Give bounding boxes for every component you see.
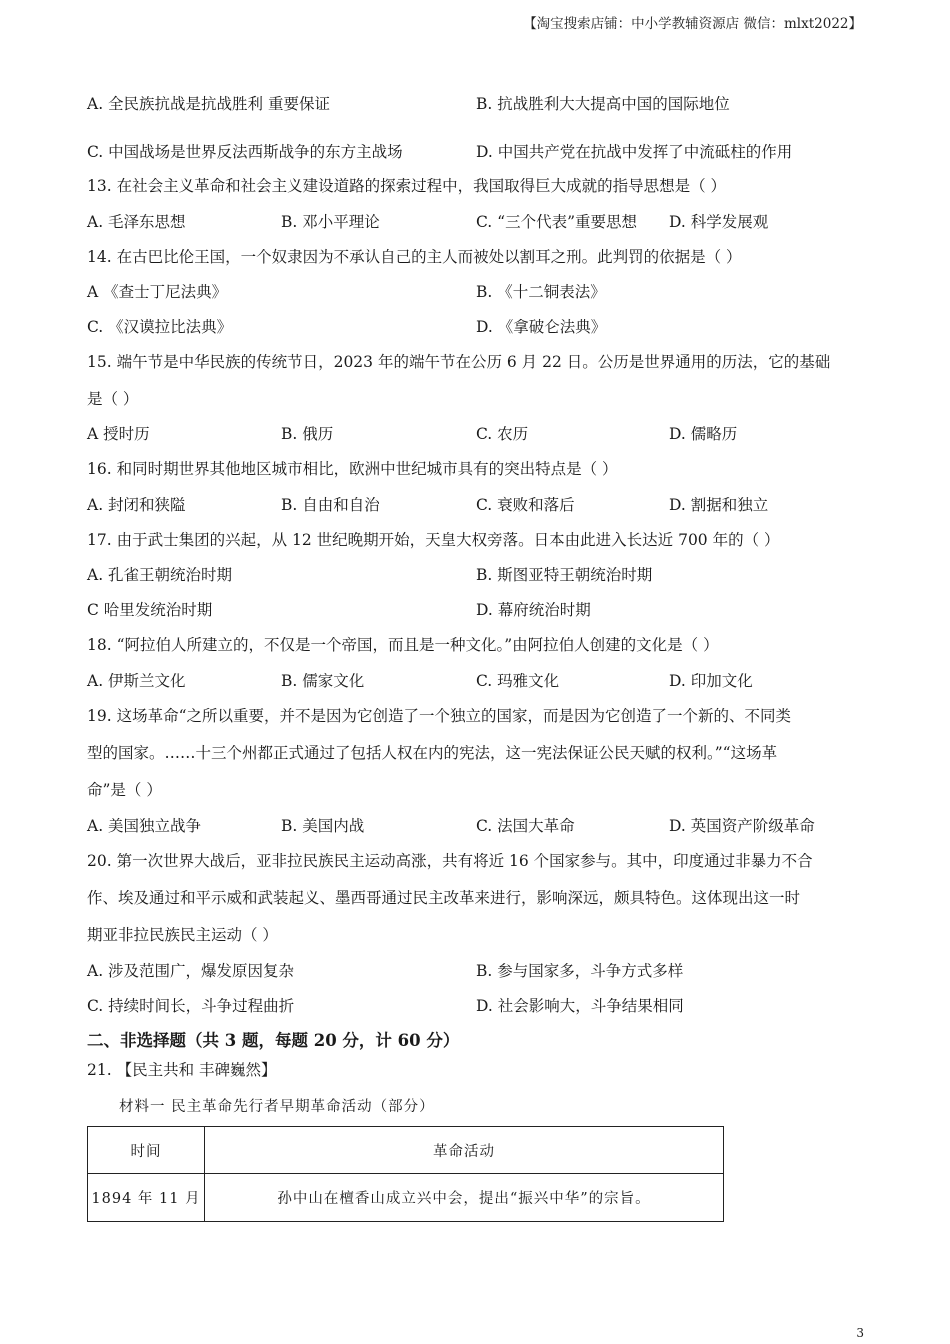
q14-option-c: C. 《汉谟拉比法典》 — [87, 318, 233, 336]
q14-option-a: A 《查士丁尼法典》 — [87, 283, 228, 301]
q19-stem-line2: 型的国家。……十三个州都正式通过了包括人权在内的宪法，这一宪法保证公民天赋的权利。”“这场革 — [87, 744, 778, 762]
q13-option-a: A. 毛泽东思想 — [87, 213, 186, 231]
table-header-activity: 革命活动 — [205, 1127, 724, 1174]
q15-option-c: C. 农历 — [476, 425, 529, 443]
q15-stem-line1: 15. 端午节是中华民族的传统节日，2023 年的端午节在公历 6 月 22 日。公历是世界通用的历法，它的基础 — [87, 353, 831, 371]
q12-option-c: C. 中国战场是世界反法西斯战争的东方主战场 — [87, 143, 403, 161]
q13-option-b: B. 邓小平理论 — [281, 213, 380, 231]
table-cell-time: 1894 年 11 月 — [88, 1174, 205, 1222]
q20-stem-line1: 20. 第一次世界大战后，亚非拉民族民主运动高涨，共有将近 16 个国家参与。其中，印度通过非暴力不合 — [87, 852, 813, 870]
q18-option-a: A. 伊斯兰文化 — [87, 672, 186, 690]
q17-option-a: A. 孔雀王朝统治时期 — [87, 566, 233, 584]
q19-option-a: A. 美国独立战争 — [87, 817, 202, 835]
q20-stem-line2: 作、埃及通过和平示威和武装起义、墨西哥通过民主改革来进行，影响深远，颇具特色。这体现出这一时 — [87, 889, 801, 907]
q20-option-b: B. 参与国家多，斗争方式多样 — [476, 962, 684, 980]
q18-option-d: D. 印加文化 — [669, 672, 753, 690]
q20-option-d: D. 社会影响大，斗争结果相同 — [476, 997, 684, 1015]
q16-option-c: C. 衰败和落后 — [476, 496, 575, 514]
header-note: 【淘宝搜索店铺：中小学教辅资源店 微信：mlxt2022】 — [523, 16, 862, 32]
q16-option-a: A. 封闭和狭隘 — [87, 496, 186, 514]
q19-stem-line3: 命”是（ ） — [87, 781, 162, 799]
q15-option-d: D. 儒略历 — [669, 425, 738, 443]
q20-option-a: A. 涉及范围广，爆发原因复杂 — [87, 962, 295, 980]
table-header-row — [88, 1127, 724, 1174]
q20-stem-line3: 期亚非拉民族民主运动（ ） — [87, 926, 278, 944]
q18-option-b: B. 儒家文化 — [281, 672, 365, 690]
q13-option-c: C. “三个代表”重要思想 — [476, 213, 638, 231]
q14-stem: 14. 在古巴比伦王国，一个奴隶因为不承认自己的主人而被处以割耳之刑。此判罚的依据是（ ） — [87, 248, 742, 266]
table-cell-activity: 孙中山在檀香山成立兴中会，提出“振兴中华”的宗旨。 — [205, 1174, 724, 1222]
q12-option-b: B. 抗战胜利大大提高中国的国际地位 — [476, 95, 730, 113]
material-caption: 材料一 民主革命先行者早期革命活动（部分） — [119, 1099, 435, 1115]
q19-option-d: D. 英国资产阶级革命 — [669, 817, 815, 835]
q19-option-c: C. 法国大革命 — [476, 817, 575, 835]
q13-option-d: D. 科学发展观 — [669, 213, 769, 231]
q17-option-c: C 哈里发统治时期 — [87, 601, 213, 619]
q18-option-c: C. 玛雅文化 — [476, 672, 560, 690]
material-table — [87, 1126, 724, 1222]
q15-stem-line2: 是（ ） — [87, 390, 139, 408]
q16-option-d: D. 割据和独立 — [669, 496, 769, 514]
q17-option-d: D. 幕府统治时期 — [476, 601, 591, 619]
section-2-title: 二、非选择题（共 3 题，每题 20 分，计 60 分） — [87, 1031, 460, 1050]
q19-stem-line1: 19. 这场革命“之所以重要，并不是因为它创造了一个独立的国家，而是因为它创造了一个新的、不同类 — [87, 707, 792, 725]
q19-option-b: B. 美国内战 — [281, 817, 365, 835]
q21-title: 21. 【民主共和 丰碑巍然】 — [87, 1061, 277, 1079]
q12-option-a: A. 全民族抗战是抗战胜利 重要保证 — [87, 95, 330, 113]
q18-stem: 18. “阿拉伯人所建立的，不仅是一个帝国，而且是一种文化。”由阿拉伯人创建的文化是（ ） — [87, 636, 719, 654]
q14-option-d: D. 《拿破仑法典》 — [476, 318, 607, 336]
q16-option-b: B. 自由和自治 — [281, 496, 380, 514]
q15-option-a: A 授时历 — [87, 425, 150, 443]
q15-option-b: B. 俄历 — [281, 425, 334, 443]
q17-option-b: B. 斯图亚特王朝统治时期 — [476, 566, 653, 584]
table-row — [88, 1174, 724, 1222]
table-header-time: 时间 — [88, 1127, 205, 1174]
q16-stem: 16. 和同时期世界其他地区城市相比，欧洲中世纪城市具有的突出特点是（ ） — [87, 460, 618, 478]
q20-option-c: C. 持续时间长，斗争过程曲折 — [87, 997, 295, 1015]
page-number: 3 — [856, 1326, 864, 1340]
q12-option-d: D. 中国共产党在抗战中发挥了中流砥柱的作用 — [476, 143, 793, 161]
q14-option-b: B. 《十二铜表法》 — [476, 283, 606, 301]
q17-stem: 17. 由于武士集团的兴起，从 12 世纪晚期开始，天皇大权旁落。日本由此进入长达近 700 年的（ ） — [87, 531, 780, 549]
q13-stem: 13. 在社会主义革命和社会主义建设道路的探索过程中，我国取得巨大成就的指导思想是（ ） — [87, 177, 727, 195]
